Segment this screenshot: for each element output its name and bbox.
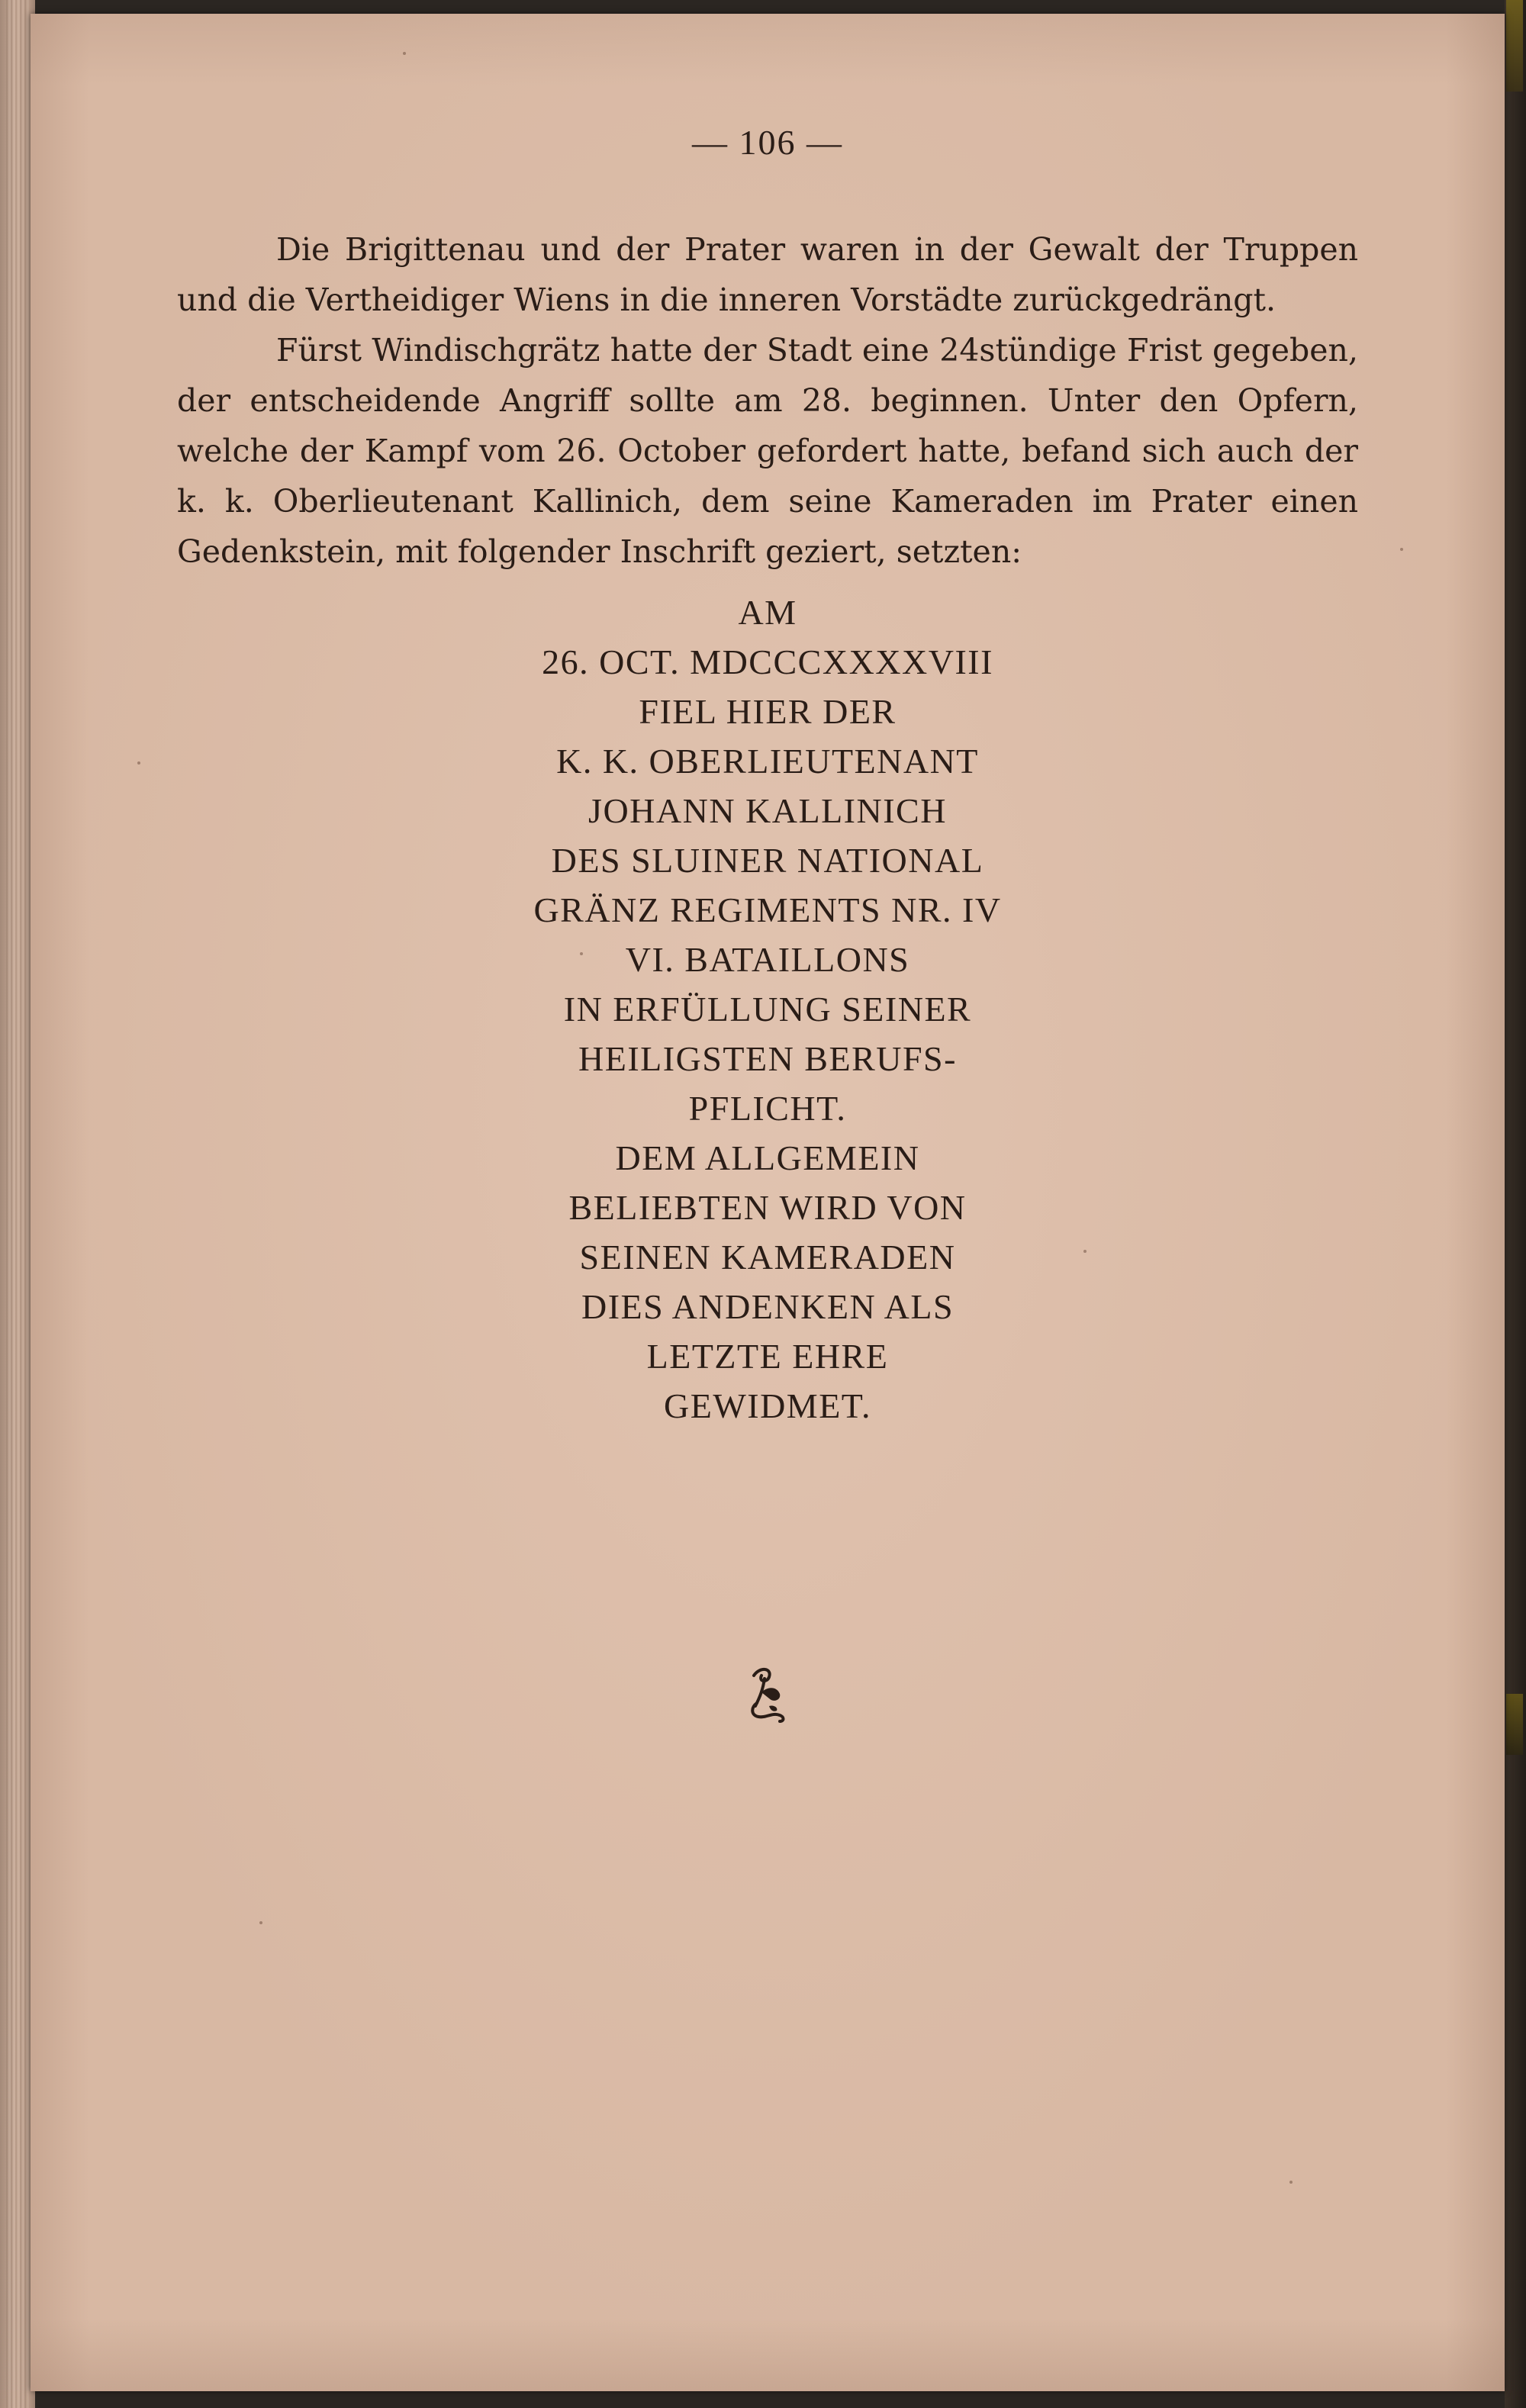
paper-speck [403, 52, 406, 55]
paragraph-2: Fürst Windischgrätz hatte der Stadt eine 24stündige Frist gegeben, der entscheidende Angriff sollte am 28. beginnen. Unter den Opfern, welche der Kampf vom 26. October gefordert hatte, befand sich auch der k. k. Oberlieutenant Kallinich, dem seine Kameraden im Prater einen Gedenkstein, mit folgender Inschrift geziert, setzten: [177, 332, 1358, 570]
inscription-line: HEILIGSTEN BERUFS- [578, 1039, 957, 1078]
paper-speck [259, 1921, 262, 1924]
paragraph-1: Die Brigittenau und der Prater waren in der Gewalt der Truppen und die Vertheidiger Wiens in die inneren Vorstädte zurückgedrängt. [177, 231, 1358, 318]
book-cover-edge [1505, 0, 1526, 2408]
paper-speck [1289, 2181, 1293, 2184]
inscription-line: DIES ANDENKEN ALS [581, 1287, 955, 1326]
inscription-line: GEWIDMET. [664, 1386, 871, 1425]
inscription-line: GRÄNZ REGIMENTS NR. IV [533, 890, 1002, 929]
gilt-edge-middle [1506, 1694, 1523, 1755]
inscription-line: VI. BATAILLONS [625, 940, 910, 979]
inscription-line: JOHANN KALLINICH [588, 791, 947, 830]
inscription-line: K. K. OBERLIEUTENANT [556, 742, 979, 781]
page-number: — 106 — [692, 123, 843, 162]
page-edges-stack [6, 0, 29, 2408]
inscription-line: DEM ALLGEMEIN [615, 1138, 920, 1177]
paper-speck [137, 761, 140, 765]
inscription-line: IN ERFÜLLUNG SEINER [563, 990, 972, 1029]
memorial-inscription [177, 588, 1358, 1431]
inscription-line: SEINEN KAMERADEN [579, 1238, 956, 1276]
inscription-line: PFLICHT. [688, 1089, 847, 1128]
inscription-line: AM [738, 593, 797, 632]
gilt-edge-top [1506, 0, 1523, 92]
inscription-line: FIEL HIER DER [639, 692, 897, 731]
inscription-line: LETZTE EHRE [646, 1337, 889, 1376]
inscription-line: 26. OCT. MDCCCXXXXVIII [542, 642, 993, 681]
floral-fleuron-icon [746, 1663, 789, 1724]
paper-sheet [31, 14, 1505, 2391]
inscription-line: BELIEBTEN WIRD VON [568, 1188, 967, 1227]
paper-speck [1400, 548, 1403, 551]
inscription-line: DES SLUINER NATIONAL [551, 841, 984, 880]
